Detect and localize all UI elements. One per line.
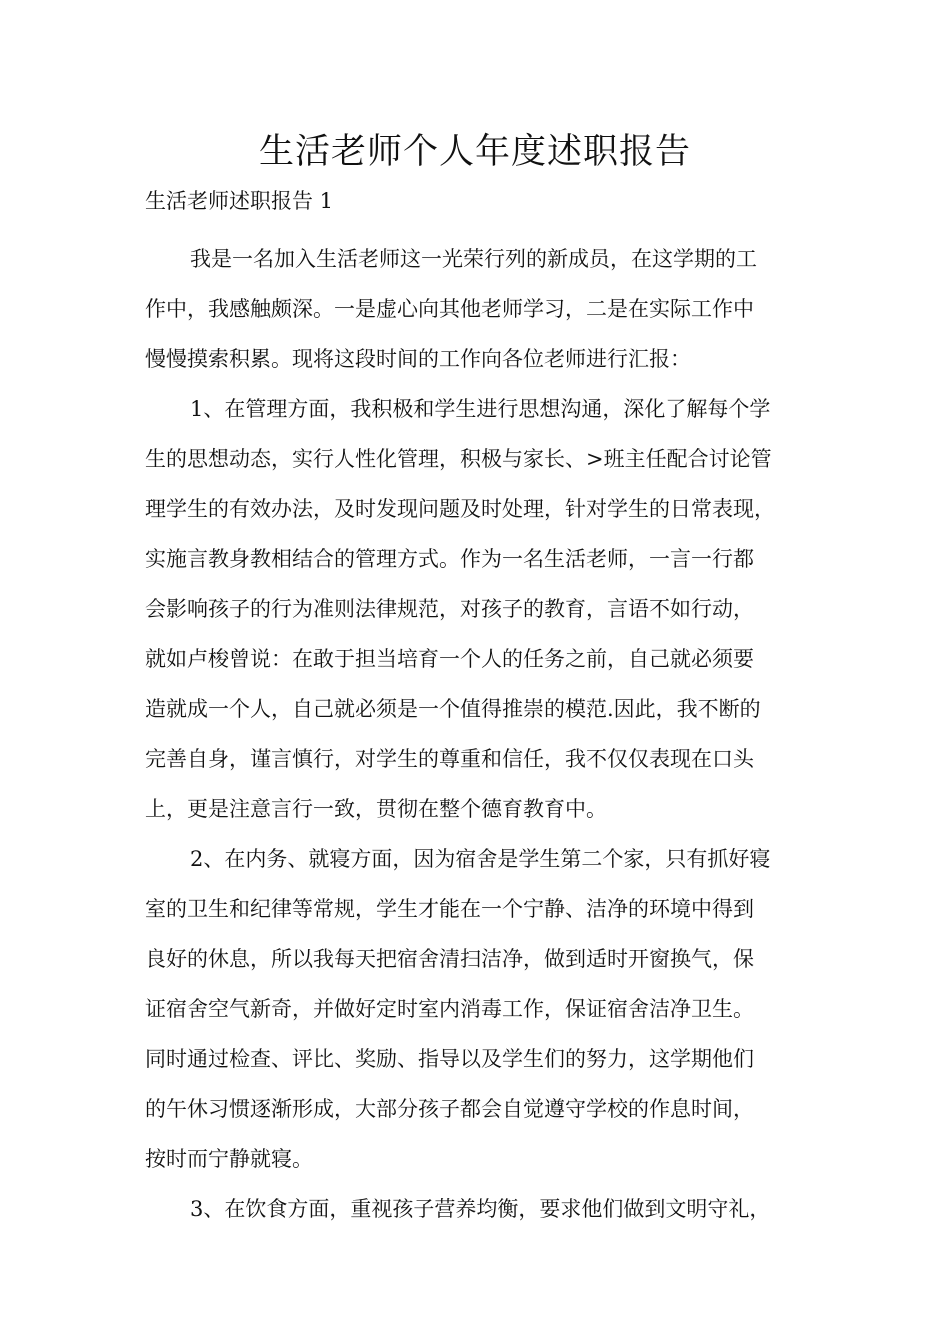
paragraph-line: 上，更是注意言行一致，贯彻在整个德育教育中。	[145, 797, 607, 821]
paragraph-line: 良好的休息，所以我每天把宿舍清扫洁净，做到适时开窗换气，保	[145, 947, 754, 971]
paragraph-intro	[145, 234, 825, 384]
paragraph-line: 会影响孩子的行为准则法律规范，对孩子的教育，言语不如行动，	[145, 597, 754, 621]
paragraph-line: 室的卫生和纪律等常规，学生才能在一个宁静、洁净的环境中得到	[145, 897, 754, 921]
paragraph-line: 就如卢梭曾说：在敢于担当培育一个人的任务之前，自己就必须要	[145, 647, 754, 671]
paragraph-management	[145, 384, 825, 834]
paragraph-line: 的午休习惯逐渐形成，大部分孩子都会自觉遵守学校的作息时间，	[145, 1097, 754, 1121]
document-title: 生活老师个人年度述职报告	[258, 132, 691, 172]
paragraph-line: 实施言教身教相结合的管理方式。作为一名生活老师，一言一行都	[145, 547, 754, 571]
paragraph-line: 慢慢摸索积累。现将这段时间的工作向各位老师进行汇报：	[145, 347, 691, 371]
paragraph-line: 理学生的有效办法，及时发现问题及时处理，针对学生的日常表现，	[145, 497, 775, 521]
paragraph-line: 同时通过检查、评比、奖励、指导以及学生们的努力，这学期他们	[145, 1047, 754, 1071]
paragraph-line: 证宿舍空气新奇，并做好定时室内消毒工作，保证宿舍洁净卫生。	[145, 997, 754, 1021]
paragraph-line: 我是一名加入生活老师这一光荣行列的新成员，在这学期的工	[190, 247, 757, 271]
paragraph-line: 1、在管理方面，我积极和学生进行思想沟通，深化了解每个学	[190, 397, 771, 421]
paragraph-line: 3、在饮食方面，重视孩子营养均衡，要求他们做到文明守礼，	[190, 1197, 771, 1221]
paragraph-line: 2、在内务、就寝方面，因为宿舍是学生第二个家，只有抓好寝	[190, 847, 771, 871]
paragraph-line: 作中，我感触颇深。一是虚心向其他老师学习，二是在实际工作中	[145, 297, 754, 321]
paragraph-line: 按时而宁静就寝。	[145, 1147, 313, 1171]
section-heading: 生活老师述职报告 1	[145, 189, 334, 213]
paragraph-line: 生的思想动态，实行人性化管理，积极与家长、>班主任配合讨论管	[145, 447, 772, 471]
paragraph-diet	[145, 1184, 825, 1234]
document-body	[145, 234, 825, 1234]
paragraph-line: 完善自身，谨言慎行，对学生的尊重和信任，我不仅仅表现在口头	[145, 747, 754, 771]
paragraph-line: 造就成一个人，自己就必须是一个值得推崇的模范.因此，我不断的	[145, 697, 761, 721]
paragraph-dormitory	[145, 834, 825, 1184]
